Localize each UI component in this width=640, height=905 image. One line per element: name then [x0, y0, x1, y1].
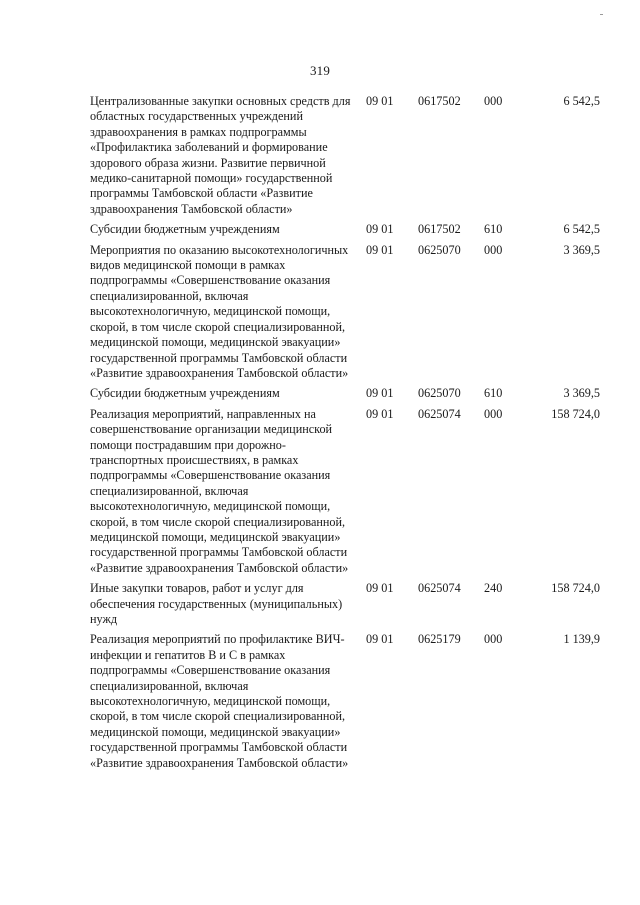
row-section-code: 09 01 [366, 632, 394, 647]
row-section-code: 09 01 [366, 386, 394, 401]
row-amount: 6 542,5 [563, 222, 600, 237]
row-description: Субсидии бюджетным учреждениям [90, 222, 280, 237]
scan-artifact-mark [600, 14, 603, 15]
row-target-code: 0625179 [418, 632, 461, 647]
row-expense-type: 000 [484, 94, 503, 108]
table-row [90, 632, 600, 771]
table-row [90, 407, 600, 576]
row-section-code: 09 01 [366, 581, 394, 596]
row-amount: 1 139,9 [563, 632, 600, 647]
row-section-code: 09 01 [366, 222, 394, 237]
row-section-code: 09 01 [366, 242, 394, 257]
row-target-code: 0625074 [418, 581, 461, 596]
table-row [90, 581, 600, 627]
row-expense-type: 240 [484, 581, 503, 596]
row-expense-type: 000 [484, 242, 503, 257]
row-description: Реализация мероприятий, направленных на совершенствование организации медицинской помощи пострадавшим при дорожно-транспортных происшествиях, в рамках подпрограммы «Совершенствование оказания специализированной, включая высокотехнологичную, медицинской помощи, скорой, в том числе скорой специализированной, медицинской помощи, медицинской эвакуации» государственной программы Тамбовской области «Развитие здравоохранения Тамбовской области» [90, 406, 349, 575]
budget-table [90, 94, 600, 776]
row-description: Иные закупки товаров, работ и услуг для обеспечения государственных (муниципальных) нужд [90, 581, 343, 626]
row-section-code: 09 01 [366, 94, 394, 108]
row-target-code: 0617502 [418, 222, 461, 237]
page-number: 319 [309, 63, 331, 78]
row-expense-type: 000 [484, 632, 503, 647]
table-row [90, 386, 600, 401]
row-target-code: 0617502 [418, 94, 461, 108]
row-description: Мероприятия по оказанию высокотехнологичных видов медицинской помощи в рамках подпрограммы «Совершенствование оказания специализированной, включая высокотехнологичную, медицинской помощи, скорой, в том числе скорой специализированной, медицинской помощи, медицинской эвакуации» государственной программы Тамбовской области «Развитие здравоохранения Тамбовской области» [90, 242, 349, 380]
row-section-code: 09 01 [366, 406, 394, 421]
row-amount: 3 369,5 [563, 386, 600, 401]
table-row [90, 243, 600, 382]
row-description: Субсидии бюджетным учреждениям [90, 386, 280, 401]
row-expense-type: 610 [484, 222, 503, 237]
row-description: Реализация мероприятий по профилактике ВИЧ-инфекции и гепатитов В и С в рамках подпрограммы «Совершенствование оказания специализированной, включая высокотехнологичную, медицинской помощи, скорой, в том числе скорой специализированной, медицинской помощи, медицинской эвакуации» государственной программы Тамбовской области «Развитие здравоохранения Тамбовской области» [90, 632, 349, 770]
row-amount: 3 369,5 [563, 242, 600, 257]
row-description: Централизованные закупки основных средств для областных государственных учреждений здравоохранения в рамках подпрограммы «Профилактика заболеваний и формирование здорового образа жизни. Развитие первичной медико-санитарной помощи» государственной программы Тамбовской области «Развитие здравоохранения Тамбовской области» [90, 94, 351, 216]
row-amount: 158 724,0 [551, 581, 600, 596]
row-target-code: 0625074 [418, 406, 461, 421]
row-amount: 158 724,0 [551, 406, 600, 421]
row-amount: 6 542,5 [563, 94, 600, 108]
row-expense-type: 610 [484, 386, 503, 401]
row-target-code: 0625070 [418, 386, 461, 401]
row-target-code: 0625070 [418, 242, 461, 257]
table-row [90, 94, 600, 217]
row-expense-type: 000 [484, 406, 503, 421]
table-row [90, 222, 600, 237]
